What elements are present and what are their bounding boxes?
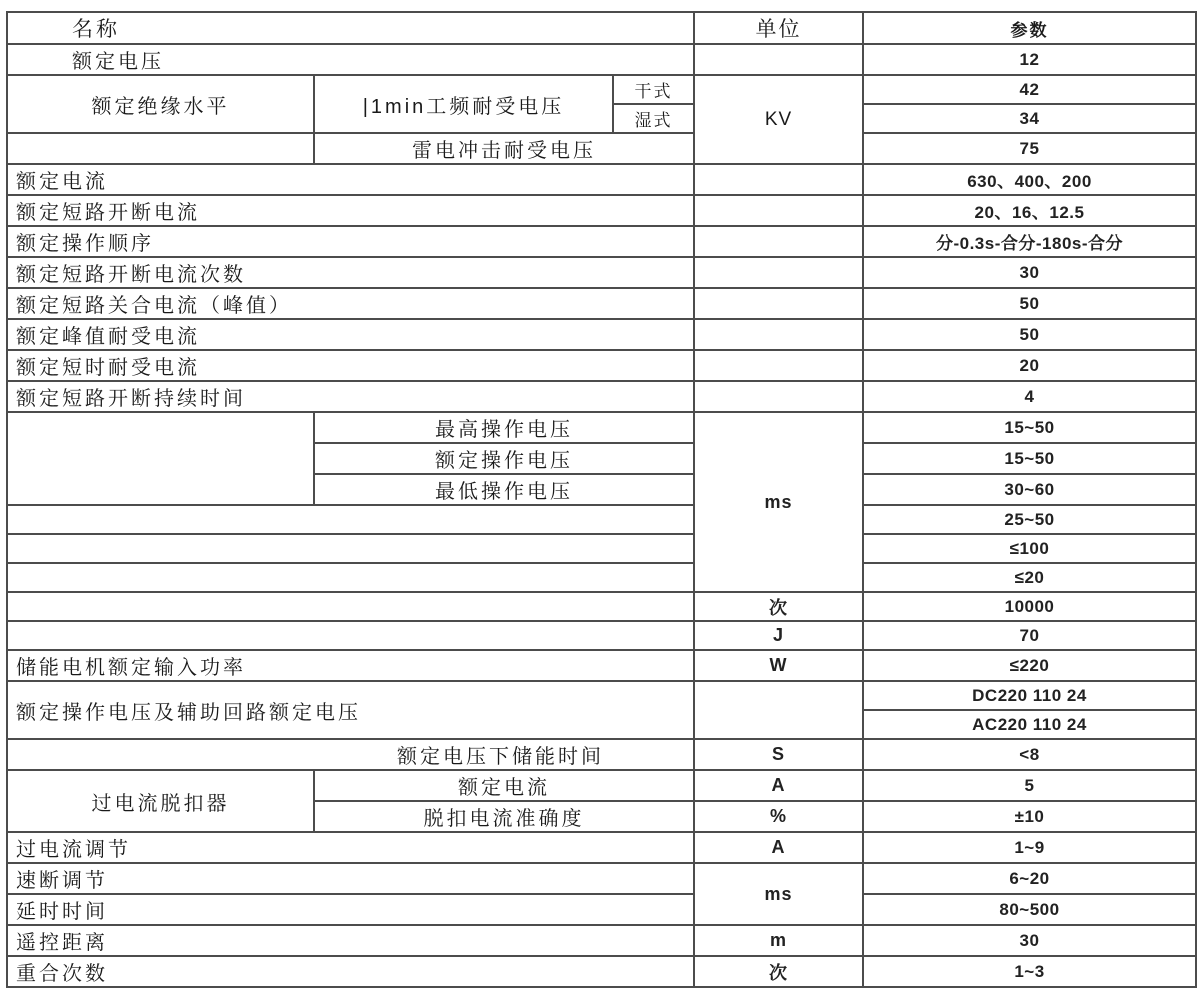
unit-times: 次 — [694, 956, 863, 987]
value-breaking-duration: 4 — [863, 381, 1196, 412]
table-row — [7, 832, 1196, 863]
unit-second: S — [694, 739, 863, 770]
label-overcurrent-release: 过电流脱扣器 — [7, 770, 314, 832]
empty-label-cell — [7, 133, 314, 164]
unit-ms: ms — [694, 412, 863, 592]
label-insulation-level: 额定绝缘水平 — [7, 75, 314, 133]
empty-label-cell — [7, 563, 694, 592]
value-peak-withstand-current: 50 — [863, 319, 1196, 350]
value-mechanical-life: 10000 — [863, 592, 1196, 621]
label-lightning-impulse: 雷电冲击耐受电压 — [314, 133, 694, 164]
value-max-operating-voltage: 15~50 — [863, 412, 1196, 443]
value-rated-voltage: 12 — [863, 44, 1196, 75]
table-row — [7, 592, 1196, 621]
table-row — [7, 412, 1196, 443]
empty-label-cell — [7, 534, 694, 563]
table-row — [7, 319, 1196, 350]
label-charging-time: 额定电压下储能时间 — [7, 739, 694, 770]
value-cell: ≤100 — [863, 534, 1196, 563]
spec-table — [6, 11, 1197, 988]
unit-ampere: A — [694, 832, 863, 863]
value-making-current-peak: 50 — [863, 288, 1196, 319]
value-dry-withstand: 42 — [863, 75, 1196, 104]
empty-unit-cell — [694, 681, 863, 739]
value-release-accuracy: ±10 — [863, 801, 1196, 832]
table-row — [7, 164, 1196, 195]
table-row — [7, 681, 1196, 710]
label-aux-circuit-voltage: 额定操作电压及辅助回路额定电压 — [7, 681, 694, 739]
value-rated-current: 630、400、200 — [863, 164, 1196, 195]
label-release-accuracy: 脱扣电流准确度 — [314, 801, 694, 832]
value-overcurrent-adjust: 1~9 — [863, 832, 1196, 863]
label-operating-sequence: 额定操作顺序 — [7, 226, 694, 257]
empty-label-cell — [7, 412, 314, 505]
value-cell: 25~50 — [863, 505, 1196, 534]
table-row — [7, 133, 1196, 164]
table-row — [7, 770, 1196, 801]
table-row — [7, 350, 1196, 381]
table-row — [7, 75, 1196, 104]
label-short-time-withstand-current: 额定短时耐受电流 — [7, 350, 694, 381]
value-breaking-operations-count: 30 — [863, 257, 1196, 288]
unit-kv: KV — [694, 75, 863, 164]
value-cell: 70 — [863, 621, 1196, 650]
label-peak-withstand-current: 额定峰值耐受电流 — [7, 319, 694, 350]
table-row — [7, 505, 1196, 534]
label-short-circuit-breaking-current: 额定短路开断电流 — [7, 195, 694, 226]
table-row — [7, 863, 1196, 894]
table-row — [7, 563, 1196, 592]
unit-header-cell: 单位 — [694, 12, 863, 44]
header-row — [7, 12, 1196, 44]
param-header-cell: 参数 — [863, 12, 1196, 44]
label-motor-input-power: 储能电机额定输入功率 — [7, 650, 694, 681]
value-instantaneous-trip-adjust: 6~20 — [863, 863, 1196, 894]
table-row — [7, 621, 1196, 650]
label-max-operating-voltage: 最高操作电压 — [314, 412, 694, 443]
value-lightning-impulse: 75 — [863, 133, 1196, 164]
value-remote-distance: 30 — [863, 925, 1196, 956]
label-reclosing-times: 重合次数 — [7, 956, 694, 987]
empty-unit-cell — [694, 195, 863, 226]
label-overcurrent-adjust: 过电流调节 — [7, 832, 694, 863]
value-dc-voltage: DC220 110 24 — [863, 681, 1196, 710]
empty-label-cell — [7, 592, 694, 621]
empty-label-cell — [7, 621, 694, 650]
value-reclosing-times: 1~3 — [863, 956, 1196, 987]
value-short-time-withstand-current: 20 — [863, 350, 1196, 381]
label-rated-voltage: 额定电压 — [7, 44, 694, 75]
table-row — [7, 925, 1196, 956]
empty-unit-cell — [694, 44, 863, 75]
label-instantaneous-trip-adjust: 速断调节 — [7, 863, 694, 894]
value-min-operating-voltage: 30~60 — [863, 474, 1196, 505]
empty-label-cell — [7, 505, 694, 534]
table-row — [7, 956, 1196, 987]
value-cell: ≤20 — [863, 563, 1196, 592]
empty-unit-cell — [694, 164, 863, 195]
label-power-freq-withstand: |1min工频耐受电压 — [314, 75, 613, 133]
value-wet-withstand: 34 — [863, 104, 1196, 133]
table-row — [7, 381, 1196, 412]
value-motor-input-power: ≤220 — [863, 650, 1196, 681]
label-min-operating-voltage: 最低操作电压 — [314, 474, 694, 505]
value-release-rated-current: 5 — [863, 770, 1196, 801]
value-rated-operating-voltage: 15~50 — [863, 443, 1196, 474]
label-rated-current: 额定电流 — [7, 164, 694, 195]
table-row — [7, 257, 1196, 288]
empty-unit-cell — [694, 381, 863, 412]
table-row — [7, 534, 1196, 563]
label-release-rated-current: 额定电流 — [314, 770, 694, 801]
empty-unit-cell — [694, 226, 863, 257]
empty-unit-cell — [694, 350, 863, 381]
label-breaking-operations-count: 额定短路开断电流次数 — [7, 257, 694, 288]
value-delay-time: 80~500 — [863, 894, 1196, 925]
unit-joule: J — [694, 621, 863, 650]
unit-ampere: A — [694, 770, 863, 801]
table-row — [7, 44, 1196, 75]
unit-percent: % — [694, 801, 863, 832]
value-ac-voltage: AC220 110 24 — [863, 710, 1196, 739]
table-row — [7, 650, 1196, 681]
label-rated-operating-voltage: 额定操作电压 — [314, 443, 694, 474]
unit-ms: ms — [694, 863, 863, 925]
table-row — [7, 226, 1196, 257]
label-dry-type: 干式 — [613, 75, 694, 104]
label-breaking-duration: 额定短路开断持续时间 — [7, 381, 694, 412]
table-row — [7, 894, 1196, 925]
unit-watt: W — [694, 650, 863, 681]
value-operating-sequence: 分-0.3s-合分-180s-合分 — [863, 226, 1196, 257]
name-header-cell: 名称 — [7, 12, 694, 44]
empty-unit-cell — [694, 319, 863, 350]
value-short-circuit-breaking-current: 20、16、12.5 — [863, 195, 1196, 226]
label-delay-time: 延时时间 — [7, 894, 694, 925]
label-remote-distance: 遥控距离 — [7, 925, 694, 956]
unit-times: 次 — [694, 592, 863, 621]
label-wet-type: 湿式 — [613, 104, 694, 133]
table-row — [7, 739, 1196, 770]
empty-unit-cell — [694, 288, 863, 319]
table-row — [7, 195, 1196, 226]
value-charging-time: <8 — [863, 739, 1196, 770]
unit-meter: m — [694, 925, 863, 956]
empty-unit-cell — [694, 257, 863, 288]
table-row — [7, 288, 1196, 319]
label-making-current-peak: 额定短路关合电流（峰值） — [7, 288, 694, 319]
